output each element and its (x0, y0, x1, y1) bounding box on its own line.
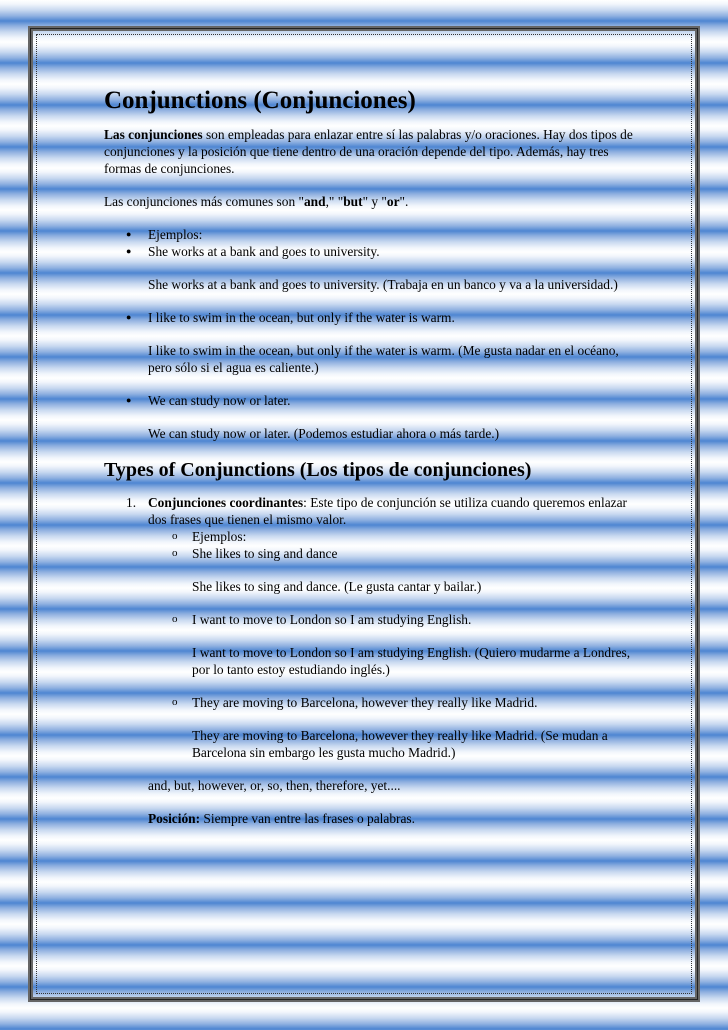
word-but: but (343, 194, 363, 209)
word-and: and (303, 194, 326, 209)
list-item: ● Ejemplos: (104, 226, 634, 243)
example-translation: I like to swim in the ocean, but only if the water is warm. (Me gusta nadar en el océano, pero sólo si el agua es caliente.) (148, 343, 619, 375)
sub-list-item: o Ejemplos: (104, 528, 634, 545)
intro-bold: Las conjunciones (104, 127, 203, 142)
common-sep2: " y " (362, 194, 387, 209)
example-translation: We can study now or later. (Podemos estudiar ahora o más tarde.) (148, 426, 500, 441)
word-or: or (386, 194, 400, 209)
example-translation: She works at a bank and goes to university. (Trabaja en un banco y va a la universidad.) (148, 277, 618, 292)
sub-list-item: o I want to move to London so I am studying English. (104, 611, 634, 628)
item-number: 1. (126, 495, 137, 510)
common-prefix: Las conjunciones más comunes son " (104, 194, 304, 209)
sub-examples-list (104, 611, 634, 628)
examples-list (104, 226, 634, 260)
list-item: ● She works at a bank and goes to university. (104, 243, 634, 260)
common-suffix: ". (399, 194, 409, 209)
numbered-item (104, 494, 634, 528)
sub-example-translation: I want to move to London so I am studying English. (Quiero mudarme a Londres, por lo tanto estoy estudiando inglés.) (192, 645, 631, 677)
sub-examples-list (104, 528, 634, 562)
intro-text: son empleadas para enlazar entre sí las palabras y/o oraciones. Hay dos tipos de conjunciones y la posición que tiene dentro de una oración depende del tipo. Además, hay tres formas de conjunciones. (104, 127, 633, 176)
examples-list (104, 392, 634, 409)
position-note (104, 810, 634, 827)
list-item: ● We can study now or later. (104, 392, 634, 409)
position-text: Siempre van entre las frases o palabras. (200, 811, 415, 826)
sub-list-item: o She likes to sing and dance (104, 545, 634, 562)
section-title: Types of Conjunctions (Los tipos de conjunciones) (104, 459, 532, 481)
examples-list (104, 309, 634, 326)
document-body (104, 86, 634, 843)
position-label: Posición: (148, 811, 201, 826)
sub-example-translation: They are moving to Barcelona, however they really like Madrid. (Se mudan a Barcelona sin embargo les gusta mucho Madrid.) (192, 728, 608, 760)
type-description: : Este tipo de conjunción se utiliza cuando queremos enlazar dos frases que tienen el mismo valor. (148, 495, 627, 527)
conjunction-list: and, but, however, or, so, then, therefore, yet.... (148, 778, 401, 793)
sub-example-translation: She likes to sing and dance. (Le gusta cantar y bailar.) (192, 579, 482, 594)
page-title: Conjunctions (Conjunciones) (104, 87, 416, 114)
sub-examples-list (104, 694, 634, 711)
common-conjunctions (104, 193, 634, 210)
list-item: ● I like to swim in the ocean, but only if the water is warm. (104, 309, 634, 326)
intro-paragraph (104, 126, 634, 177)
common-sep1: ," " (325, 194, 344, 209)
type-name: Conjunciones coordinantes (148, 495, 304, 510)
sub-list-item: o They are moving to Barcelona, however they really like Madrid. (104, 694, 634, 711)
